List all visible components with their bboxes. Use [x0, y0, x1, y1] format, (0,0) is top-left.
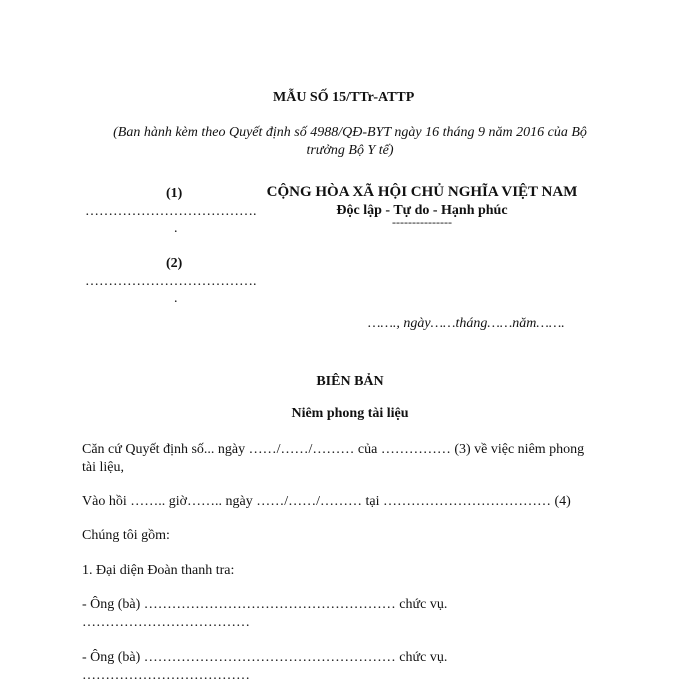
- representative2-line1: - Ông (bà) ……………………………………………… chức vụ.: [82, 650, 448, 665]
- document-subtitle: Niêm phong tài liệu: [291, 406, 409, 421]
- country-name: CỘNG HÒA XÃ HỘI CHỦ NGHĨA VIỆT NAM: [266, 184, 578, 200]
- field1-label: (1): [166, 186, 183, 201]
- section1-heading: 1. Đại diện Đoàn thanh tra:: [82, 563, 235, 578]
- representative1-line2: ………………………………: [82, 615, 250, 630]
- paragraph-members: Chúng tôi gồm:: [82, 528, 170, 543]
- issued-note-line2: trưởng Bộ Y tế): [306, 143, 394, 158]
- paragraph-basis-line2: tài liệu,: [82, 460, 124, 475]
- issued-note-line1: (Ban hành kèm theo Quyết định số 4988/QĐ-BYT ngày 16 tháng 9 năm 2016 của Bộ: [113, 125, 587, 140]
- document-title: BIÊN BẢN: [316, 374, 384, 389]
- representative1-line1: - Ông (bà) ……………………………………………… chức vụ.: [82, 597, 448, 612]
- field2-dot-end: .: [174, 291, 178, 306]
- form-number: MẪU SỐ 15/TTr-ATTP: [273, 90, 415, 105]
- paragraph-basis-line1: Căn cứ Quyết định số... ngày ……/……/……… của …………… (3) về việc niêm phong: [82, 442, 585, 457]
- field1-dots: ……………………………….: [85, 204, 257, 219]
- representative2-line2: ………………………………: [82, 668, 250, 683]
- paragraph-time-place: Vào hồi …….. giờ…….. ngày ……/……/……… tại ……………………………… (4): [82, 494, 571, 509]
- date-line: ……., ngày……tháng……năm…….: [368, 316, 565, 331]
- field1-dot-end: .: [174, 221, 178, 236]
- field2-dots: ……………………………….: [85, 274, 257, 289]
- national-motto: Độc lập - Tự do - Hạnh phúc: [336, 203, 508, 218]
- motto-underline: ---------------: [392, 215, 452, 229]
- field2-label: (2): [166, 256, 183, 271]
